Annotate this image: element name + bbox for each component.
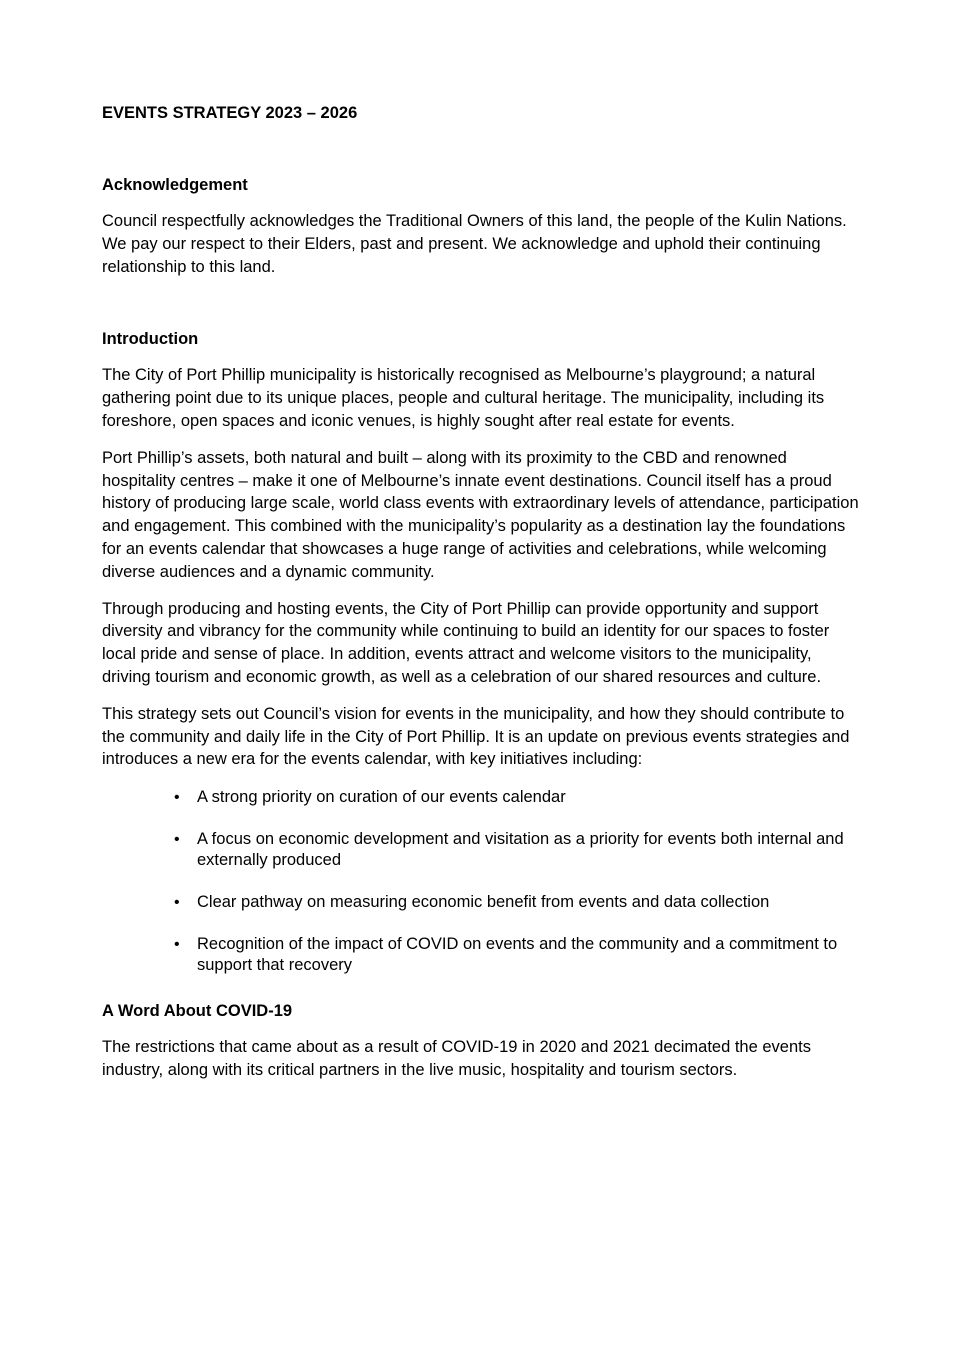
bullet-icon: • — [174, 831, 180, 849]
list-item-text: Clear pathway on measuring economic benefit from events and data collection — [197, 893, 770, 912]
list-item — [102, 934, 862, 976]
introduction-paragraph-4: This strategy sets out Council’s vision for events in the municipality, and how they should contribute to the community and daily life in the City of Port Phillip. It is an update on previous events strategies and introduces a new era for the events calendar, with key initiatives including: — [102, 704, 850, 769]
introduction-section — [102, 328, 862, 976]
list-item-text: A focus on economic development and visitation as a priority for events both internal and externally produced — [197, 830, 844, 870]
covid-section — [102, 1000, 862, 1082]
acknowledgement-heading: Acknowledgement — [102, 176, 248, 194]
bullet-icon: • — [174, 789, 180, 807]
acknowledgement-paragraph: Council respectfully acknowledges the Traditional Owners of this land, the people of the Kulin Nations. We pay our respect to their Elders, past and present. We acknowledge and uphold their continuing relationship to this land. — [102, 212, 847, 276]
key-initiatives-list — [102, 787, 862, 976]
document-body — [102, 102, 862, 1096]
introduction-paragraph-1: The City of Port Phillip municipality is historically recognised as Melbourne’s playground; a natural gathering point due to its unique places, people and cultural heritage. The municipality, including its foreshore, open spaces and iconic venues, is highly sought after real estate for events. — [102, 366, 825, 430]
acknowledgement-section — [102, 174, 862, 278]
covid-paragraph: The restrictions that came about as a result of COVID-19 in 2020 and 2021 decimated the events industry, along with its critical partners in the live music, hospitality and tourism sectors. — [102, 1038, 811, 1079]
bullet-icon: • — [174, 894, 180, 912]
list-item-text: A strong priority on curation of our events calendar — [197, 788, 566, 807]
introduction-paragraph-2: Port Phillip’s assets, both natural and built – along with its proximity to the CBD and renowned hospitality centres – make it one of Melbourne’s innate event destinations. Council itself has a proud history of producing large scale, world class events with extraordinary levels of attendance, participation and engagement. This combined with the municipality’s popularity as a destination lay the foundations for an events calendar that showcases a huge range of activities and celebrations, while welcoming diverse audiences and a dynamic community. — [102, 448, 859, 581]
list-item-text: Recognition of the impact of COVID on events and the community and a commitment to support that recovery — [197, 935, 838, 975]
list-item — [102, 892, 862, 913]
document-title: EVENTS STRATEGY 2023 – 2026 — [102, 104, 358, 122]
bullet-icon: • — [174, 936, 180, 954]
introduction-heading: Introduction — [102, 330, 199, 349]
list-item — [102, 787, 862, 808]
list-item — [102, 829, 862, 871]
covid-heading: A Word About COVID-19 — [102, 1002, 293, 1021]
introduction-paragraph-3: Through producing and hosting events, the City of Port Phillip can provide opportunity and support diversity and vibrancy for the community while continuing to build an identity for our spaces to foster local pride and sense of place. In addition, events attract and welcome visitors to the municipality, driving tourism and economic growth, as well as a celebration of our shared resources and culture. — [102, 599, 830, 686]
section-spacer — [102, 292, 862, 328]
